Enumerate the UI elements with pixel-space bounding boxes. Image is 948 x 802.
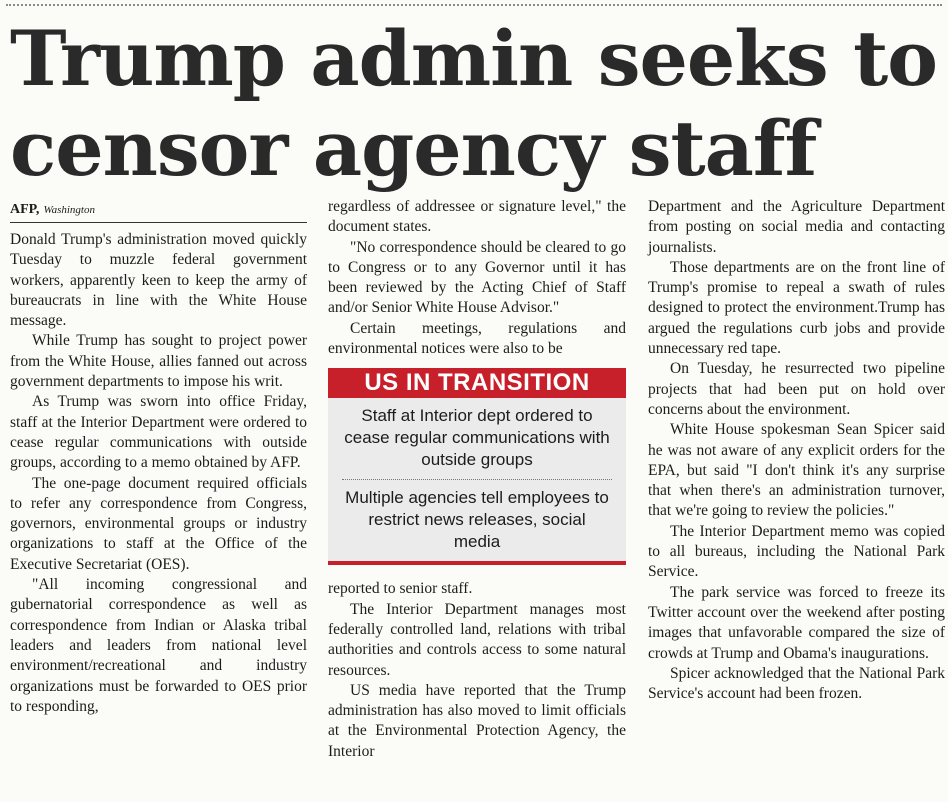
byline-agency: AFP, — [10, 202, 40, 217]
article-column-2 — [328, 197, 626, 762]
paragraph: As Trump was sworn into office Friday, staff at the Interior Department were ordered to cease regular communications with outside groups, according to a memo obtained by AFP. — [10, 393, 307, 472]
paragraph: On Tuesday, he resurrected two pipeline projects that had been put on hold over concerns about the environment. — [648, 360, 945, 418]
paragraph: US media have reported that the Trump administration has also moved to limit officials at the Environmental Protection Agency, the Interior — [328, 681, 626, 760]
paragraph: reported to senior staff. — [328, 580, 473, 598]
paragraph: While Trump has sought to project power from the White House, allies fanned out across government departments to impose his writ. — [10, 332, 307, 391]
paragraph: Those departments are on the front line of Trump's promise to repeal a swath of rules designed to protect the environment.Trump has argued the regulations curb jobs and provide unnecessary red tape. — [648, 258, 945, 358]
paragraph: The park service was forced to freeze its Twitter account over the weekend after posting images that unfavorable compared the size of crowds at Trump and Obama's inaugurations. — [648, 583, 945, 662]
paragraph: Donald Trump's administration moved quickly Tuesday to muzzle federal government workers, apparently keen to keep the army of bureaucrats in line with the White House message. — [10, 231, 307, 330]
paragraph: White House spokesman Sean Spicer said he was not aware of any explicit orders for the EPA, but said "I don't think it's any surprise that when there's an administration turnover, that we're going to review the policies." — [648, 421, 945, 520]
headline: Trump admin seeks to censor agency staff — [10, 14, 937, 193]
sidebar-item-interior: Staff at Interior dept ordered to cease regular communications with outside groups — [344, 406, 610, 470]
sidebar-title: US IN TRANSITION — [328, 368, 626, 398]
paragraph: regardless of addressee or signature level," the document states. — [328, 198, 626, 236]
sidebar-box — [328, 368, 626, 565]
paragraph: Certain meetings, regulations and environmental notices were also to be — [328, 319, 626, 358]
top-dotted-rule — [6, 4, 942, 6]
byline — [10, 197, 307, 223]
paragraph: Spicer acknowledged that the National Park Service's account had been frozen. — [648, 664, 945, 703]
paragraph: The Interior Department memo was copied to all bureaus, including the National Park Service. — [648, 522, 945, 581]
byline-place: Washington — [43, 204, 95, 216]
paragraph: "All incoming congressional and gubernatorial correspondence as well as correspondence from Indian or Alaska tribal leaders and leaders from national level environment/recreational and industry organizations must be forwarded to OES prior to responding, — [10, 576, 307, 715]
article-column-1 — [10, 197, 307, 717]
article-column-3 — [648, 197, 945, 704]
paragraph: "No correspondence should be cleared to go to Congress or to any Governor until it has been reviewed by the Acting Chief of Staff and/or Senior White House Advisor." — [328, 238, 626, 317]
paragraph: The Interior Department manages most federally controlled land, relations with tribal authorities and controls access to some natural resources. — [328, 600, 626, 679]
paragraph: Department and the Agriculture Department from posting on social media and contacting journalists. — [648, 198, 945, 256]
paragraph: The one-page document required officials to refer any correspondence from Congress, governors, environmental groups or industry organizations to staff at the Office of the Executive Secretariat (OES). — [10, 474, 307, 573]
sidebar-item-agencies: Multiple agencies tell employees to restrict news releases, social media — [345, 488, 609, 552]
